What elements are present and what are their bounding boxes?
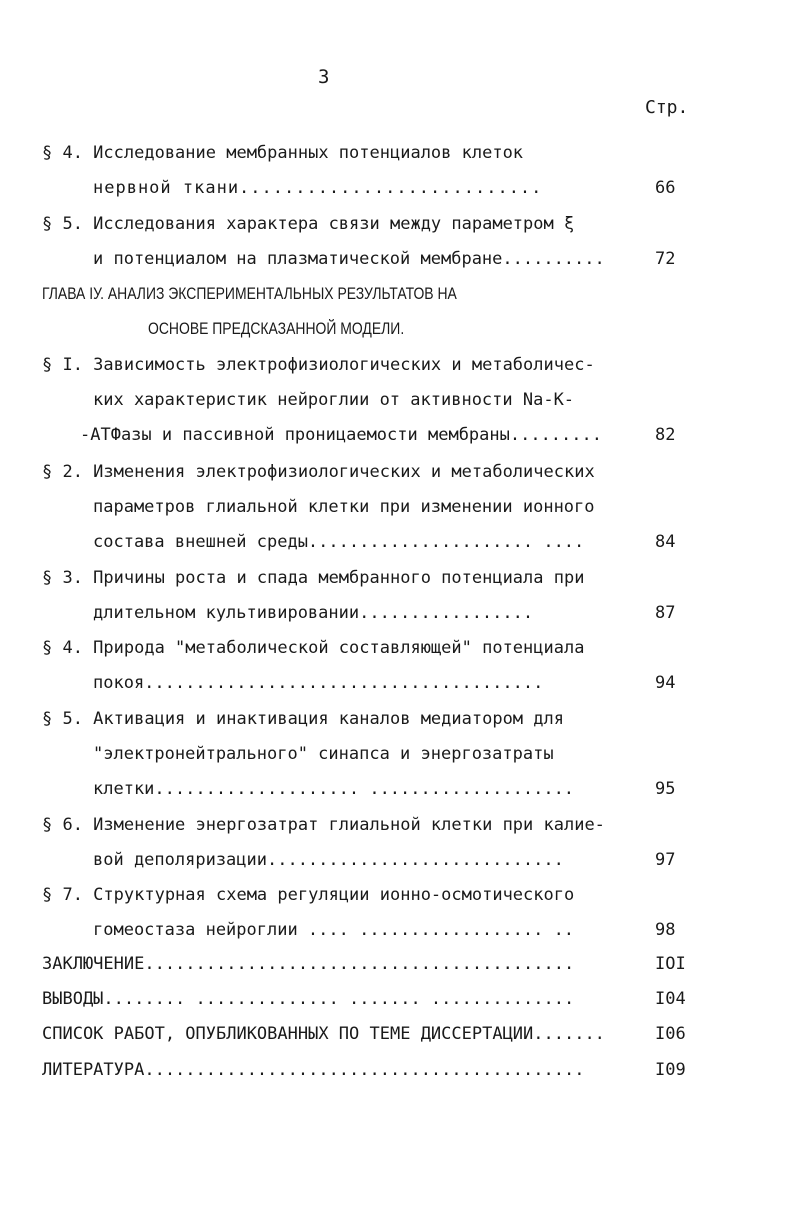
toc-conclusion: ЗАКЛЮЧЕНИЕ.......................................... (42, 954, 575, 974)
toc-s6-line1: § 6. Изменение энергозатрат глиальной клетки при калие- (42, 815, 605, 835)
toc-s5a-line1: § 5. Исследования характера связи между параметром ξ (42, 214, 575, 234)
toc-findings: ВЫВОДЫ........ .............. ....... .............. (42, 989, 575, 1009)
toc-literature: ЛИТЕРАТУРА........................................... (42, 1060, 585, 1080)
toc-literature-page: I09 (655, 1060, 686, 1080)
toc-s3-page: 87 (655, 603, 676, 623)
toc-s1-line2: ких характеристик нейроглии от активности Na-K- (93, 390, 575, 410)
page-number: 3 (318, 66, 330, 88)
toc-s5a-page: 72 (655, 249, 676, 269)
toc-s4a-line2: нервной ткани........................... (93, 178, 543, 198)
toc-conclusion-page: IOI (655, 954, 686, 974)
toc-s5a-line2: и потенциалом на плазматической мембране.......... (93, 249, 605, 269)
toc-s6-page: 97 (655, 850, 676, 870)
toc-s4a-line1: § 4. Исследование мембранных потенциалов клеток (42, 143, 524, 163)
toc-s7-page: 98 (655, 920, 676, 940)
toc-s1-line1: § I. Зависимость электрофизиологических и метаболичес- (42, 355, 595, 375)
toc-publications: СПИСОК РАБОТ, ОПУБЛИКОВАННЫХ ПО ТЕМЕ ДИССЕРТАЦИИ....... (42, 1024, 605, 1044)
toc-s5b-page: 95 (655, 779, 676, 799)
toc-s7-line2: гомеостаза нейроглии .... .................. .. (93, 920, 575, 940)
toc-findings-page: I04 (655, 989, 686, 1009)
toc-s4b-line2: покоя....................................... (93, 673, 544, 693)
page-column-label: Стр. (645, 97, 689, 118)
toc-s1-page: 82 (655, 425, 676, 445)
toc-s4a-page: 66 (655, 178, 676, 198)
toc-s4b-page: 94 (655, 673, 676, 693)
toc-s3-line1: § 3. Причины роста и спада мембранного потенциала при (42, 568, 585, 588)
toc-chapter4-title: ГЛАВА IУ. АНАЛИЗ ЭКСПЕРИМЕНТАЛЬНЫХ РЕЗУЛЬТАТОВ НА (42, 284, 457, 303)
toc-s2-line1: § 2. Изменения электрофизиологических и метаболических (42, 462, 595, 482)
toc-s6-line2: вой деполяризации............................. (93, 850, 564, 870)
toc-s5b-line2: "электронейтрального" синапса и энергозатраты (93, 744, 554, 764)
toc-chapter4-subtitle: ОСНОВЕ ПРЕДСКАЗАННОЙ МОДЕЛИ. (148, 319, 405, 338)
toc-s3-line2: длительном культивировании................. (93, 603, 534, 623)
toc-publications-page: I06 (655, 1024, 686, 1044)
toc-s2-page: 84 (655, 532, 676, 552)
toc-s5b-line3: клетки.................... .................... (93, 779, 575, 799)
toc-s1-line3: -АТФазы и пассивной проницаемости мембраны......... (80, 425, 602, 445)
toc-s2-line3: состава внешней среды...................... .... (93, 532, 585, 552)
toc-s4b-line1: § 4. Природа "метаболической составляющей" потенциала (42, 638, 585, 658)
toc-s5b-line1: § 5. Активация и инактивация каналов медиатором для (42, 709, 564, 729)
toc-s2-line2: параметров глиальной клетки при изменении ионного (93, 497, 595, 517)
toc-s7-line1: § 7. Структурная схема регуляции ионно-осмотического (42, 885, 575, 905)
